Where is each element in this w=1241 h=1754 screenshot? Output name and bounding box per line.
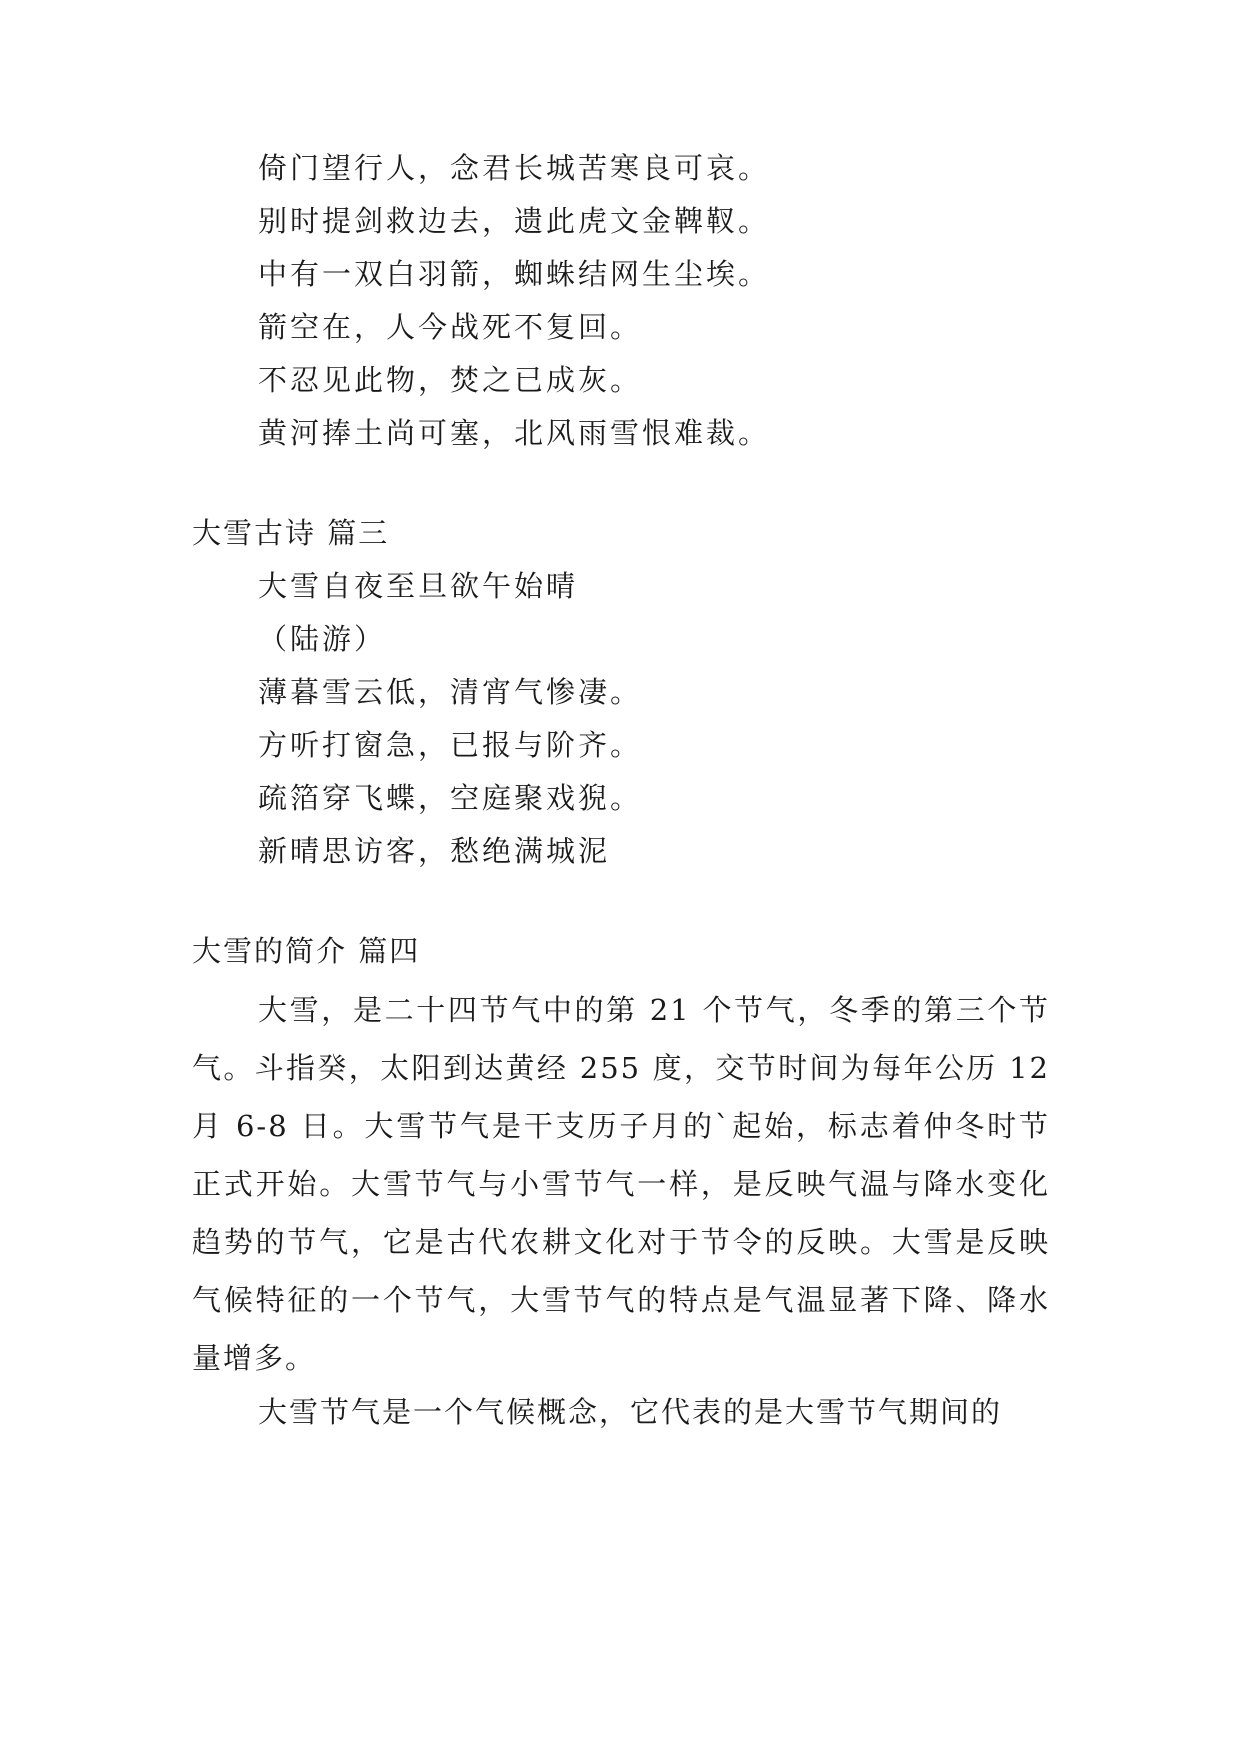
body-paragraph: 大雪节气是一个气候概念，它代表的是大雪节气期间的 bbox=[258, 1395, 1003, 1429]
poem-line: 薄暮雪云低，清宵气惨凄。 bbox=[258, 675, 643, 709]
poem-line: 不忍见此物，焚之已成灰。 bbox=[258, 363, 643, 397]
poem-line: 别时提剑救边去，遗此虎文金鞞靫。 bbox=[258, 204, 771, 238]
poem-line: 新晴思访客，愁绝满城泥 bbox=[258, 834, 611, 868]
poem-title: 大雪自夜至旦欲午始晴 bbox=[258, 569, 579, 603]
section-heading: 大雪古诗 篇三 bbox=[192, 516, 390, 550]
section-heading: 大雪的简介 篇四 bbox=[192, 934, 421, 968]
poem-line: 箭空在，人今战死不复回。 bbox=[258, 310, 643, 344]
poem-line: 疏箔穿飞蝶，空庭聚戏猊。 bbox=[258, 781, 643, 815]
body-paragraph: 大雪，是二十四节气中的第 21 个节气，冬季的第三个节气。斗指癸，太阳到达黄经 255 度，交节时间为每年公历 12 月 6-8 日。大雪节气是干支历子月的`起始，标志着仲冬时节正式开始。大雪节气与小雪节气一样，是反映气温与降水变化趋势的节气，它是古代农耕文化对于节令的反映。大雪是反映气候特征的一个节气，大雪节气的特点是气温显著下降、降水量增多。 bbox=[192, 993, 1050, 1375]
poem-line: 方听打窗急，已报与阶齐。 bbox=[258, 728, 643, 762]
poem-line: 黄河捧土尚可塞，北风雨雪恨难裁。 bbox=[258, 416, 771, 450]
poem-line: 倚门望行人，念君长城苦寒良可哀。 bbox=[258, 151, 771, 185]
poem-author: （陆游） bbox=[258, 622, 387, 656]
poem-line: 中有一双白羽箭，蜘蛛结网生尘埃。 bbox=[258, 257, 771, 291]
